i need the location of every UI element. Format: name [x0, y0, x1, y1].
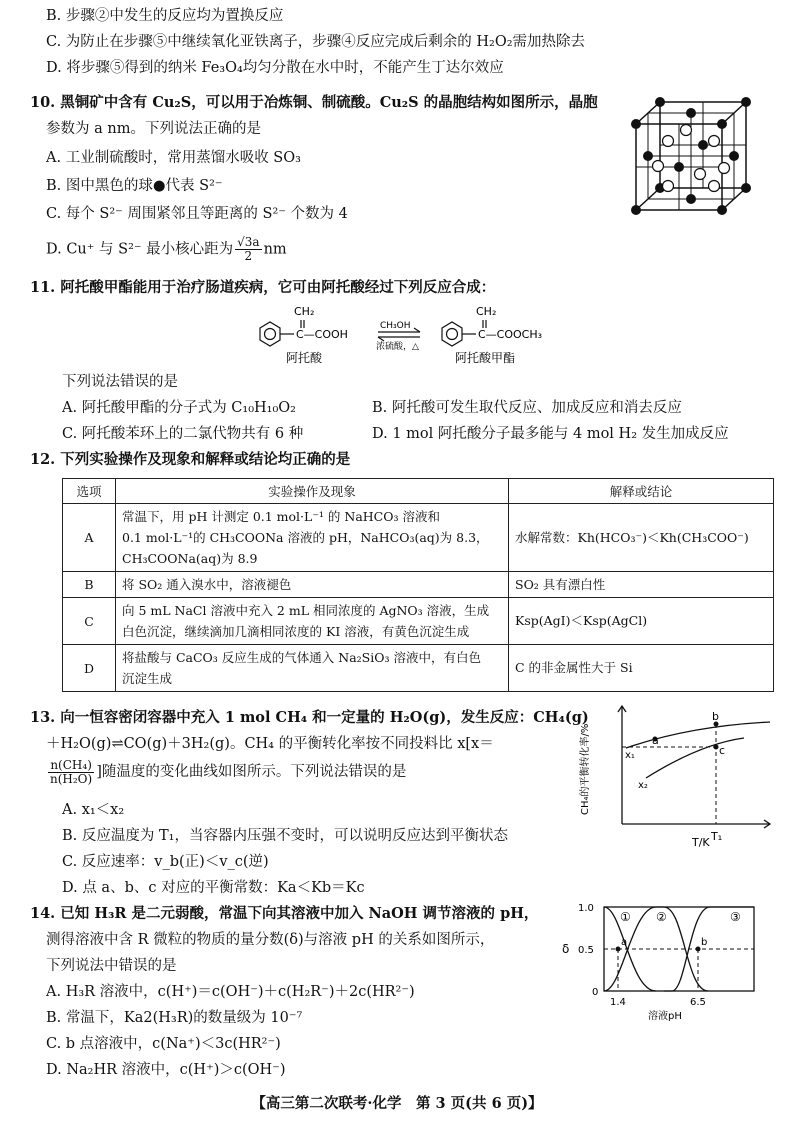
point-a-label: a [621, 937, 628, 948]
x-axis-label: T/K [692, 836, 710, 849]
q9-option-d: D. 将步骤⑤得到的纳米 Fe₃O₄均匀分散在水中时，不能产生丁达尔效应 [46, 60, 504, 76]
ester-ch2: CH₂ [476, 305, 497, 318]
q13-option-b: B. 反应温度为 T₁，当容器内压强不变时，可以说明反应达到平衡状态 [62, 828, 508, 844]
table-header-row [63, 479, 774, 504]
q13-option-d: D. 点 a、b、c 对应的平衡常数：Ka＜Kb＝Kc [62, 880, 365, 896]
row-b-option: B [63, 572, 116, 598]
t1-tick: T₁ [711, 830, 723, 843]
x-axis-label: 溶液pH [648, 1011, 682, 1022]
row-a-option: A [63, 504, 116, 572]
q10-option-a: A. 工业制硫酸时，常用蒸馏水吸收 SO₃ [46, 150, 301, 166]
crystal-cell-figure [628, 96, 758, 220]
table-row [63, 645, 774, 692]
q10-fraction: $\frac{√3a}{2}$ [237, 235, 260, 263]
q11-question: 下列说法错误的是 [62, 374, 178, 390]
q13-stem-3: $\frac{\text{n(CH₄)}}{\text{n(H₂O)}}$ ]随温度的变化曲线如图所示。下列说法错误的是 [50, 757, 407, 786]
row-c-conclusion: Ksp(AgI)＜Ksp(AgCl) [509, 598, 774, 645]
q13-stem-2: ＋H₂O(g)⇌CO(g)＋3H₂(g)。CH₄ 的平衡转化率按不同投料比 x[x＝ [46, 736, 494, 752]
q14-stem-3: 下列说法中错误的是 [46, 958, 177, 974]
x-tick-14: 1.4 [610, 997, 626, 1008]
curve-x2-label: x₂ [638, 780, 648, 791]
row-b-conclusion: SO₂ 具有漂白性 [509, 572, 774, 598]
experiment-table [62, 478, 774, 692]
q13-fraction: $\frac{\text{n(CH₄)}}{\text{n(H₂O)}}$ [50, 757, 93, 786]
q14-option-d: D. Na₂HR 溶液中，c(H⁺)＞c(OH⁻) [46, 1062, 286, 1078]
q14-option-a: A. H₃R 溶液中，c(H⁺)＝c(OH⁻)＋c(H₂R⁻)＋2c(HR²⁻) [46, 984, 415, 1000]
row-c-operation: 向 5 mL NaCl 溶液中充入 2 mL 相同浓度的 AgNO₃ 溶液，生成 白色沉淀，继续滴加几滴相同浓度的 KI 溶液，有黄色沉淀生成 [116, 598, 509, 645]
q10-option-c: C. 每个 S²⁻ 周围紧邻且等距离的 S²⁻ 个数为 4 [46, 206, 348, 222]
row-d-operation: 将盐酸与 CaCO₃ 反应生成的气体通入 Na₂SiO₃ 溶液中，有白色 沉淀生成 [116, 645, 509, 692]
row-a-conclusion: 水解常数：Kh(HCO₃⁻)＜Kh(CH₃COO⁻) [509, 504, 774, 572]
q14-stem-2: 测得溶液中含 R 微粒的物质的量分数(δ)与溶液 pH 的关系如图所示， [46, 932, 495, 948]
q12-stem: 12. 下列实验操作及现象和解释或结论均正确的是 [30, 451, 351, 468]
x-tick-65: 6.5 [690, 997, 706, 1008]
conversion-temperature-graph [570, 700, 780, 860]
distribution-fraction-graph [560, 895, 770, 1025]
q11-option-d: D. 1 mol 阿托酸分子最多能与 4 mol H₂ 发生加成反应 [372, 426, 729, 442]
row-d-option: D [63, 645, 116, 692]
q11-option-c: C. 阿托酸苯环上的二氯代物共有 6 种 [62, 426, 304, 442]
row-c-option: C [63, 598, 116, 645]
table-row [63, 572, 774, 598]
curve-x1 [626, 722, 770, 748]
curve-1-label: ① [620, 910, 631, 924]
q11-option-a: A. 阿托酸甲酯的分子式为 C₁₀H₁₀O₂ [62, 400, 296, 416]
delta-label: δ [562, 942, 570, 956]
table-row [63, 598, 774, 645]
point-c-label: c [719, 744, 726, 757]
reagent-bottom: 浓硫酸，△ [376, 342, 419, 352]
point-b-label: b [712, 710, 719, 723]
q10-option-d: D. Cu⁺ 与 S²⁻ 最小核心距为 $\frac{√3a}{2}$ nm [46, 235, 287, 263]
point-a-label: a [652, 734, 659, 747]
q13-option-c: C. 反应速率：v_b(正)＜v_c(逆) [62, 854, 269, 870]
ester-name: 阿托酸甲酯 [455, 351, 516, 365]
curve-2-label: ② [656, 910, 667, 924]
y-tick-0: 0 [592, 987, 599, 998]
reaction-scheme [250, 302, 570, 368]
curve-3-label: ③ [730, 910, 741, 924]
q14-option-c: C. b 点溶液中，c(Na⁺)＜3c(HR²⁻) [46, 1036, 281, 1052]
q14-option-b: B. 常温下，Ka2(H₃R)的数量级为 10⁻⁷ [46, 1010, 303, 1026]
q13-stem: 13. 向一恒容密闭容器中充入 1 mol CH₄ 和一定量的 H₂O(g)，发生反应：CH₄(g) [30, 709, 589, 726]
row-b-operation: 将 SO₂ 通入溴水中，溶液褪色 [116, 572, 509, 598]
q10-option-b: B. 图中黑色的球●代表 S²⁻ [46, 178, 223, 194]
point-b-label: b [701, 937, 708, 948]
acid-formula: C—COOH [296, 328, 348, 341]
y-tick-05: 0.5 [578, 945, 594, 956]
header-conclusion: 解释或结论 [509, 479, 774, 504]
row-d-conclusion: C 的非金属性大于 Si [509, 645, 774, 692]
ester-formula: C—COOCH₃ [478, 328, 543, 341]
header-operation: 实验操作及现象 [116, 479, 509, 504]
row-a-operation: 常温下，用 pH 计测定 0.1 mol·L⁻¹ 的 NaHCO₃ 溶液和 0.1 mol·L⁻¹的 CH₃COONa 溶液的 pH，NaHCO₃(aq)为 8.3， CH₃COONa(aq)为 8.9 [116, 504, 509, 572]
reagent-top: CH₃OH [380, 321, 411, 331]
curve-x2 [646, 738, 744, 778]
q9-option-b: B. 步骤②中发生的反应均为置换反应 [46, 8, 284, 24]
q10-stem-2: 参数为 a nm。下列说法正确的是 [46, 121, 261, 137]
q10-option-d-text: D. Cu⁺ 与 S²⁻ 最小核心距为 [46, 241, 234, 258]
q11-option-b: B. 阿托酸可发生取代反应、加成反应和消去反应 [372, 400, 682, 416]
y-tick-1: 1.0 [578, 903, 594, 914]
acid-ch2: CH₂ [294, 305, 315, 318]
acid-name: 阿托酸 [286, 351, 323, 365]
header-option: 选项 [63, 479, 116, 504]
q10-stem: 10. 黑铜矿中含有 Cu₂S，可以用于冶炼铜、制硫酸。Cu₂S 的晶胞结构如图所示，晶胞 [30, 94, 598, 111]
q9-option-c: C. 为防止在步骤⑤中继续氧化亚铁离子，步骤④反应完成后剩余的 H₂O₂需加热除去 [46, 34, 586, 50]
y-axis-label: CH₄的平衡转化率/% [580, 723, 591, 815]
page-footer: 【高三第二次联考·化学 第 3 页(共 6 页)】 [251, 1095, 543, 1112]
q14-stem: 14. 已知 H₃R 是二元弱酸，常温下向其溶液中加入 NaOH 调节溶液的 pH， [30, 905, 539, 922]
q11-stem: 11. 阿托酸甲酯能用于治疗肠道疾病，它可由阿托酸经过下列反应合成： [30, 279, 496, 296]
table-row [63, 504, 774, 572]
q13-option-a: A. x₁＜x₂ [62, 802, 125, 818]
curve-x1-label: x₁ [625, 750, 635, 761]
